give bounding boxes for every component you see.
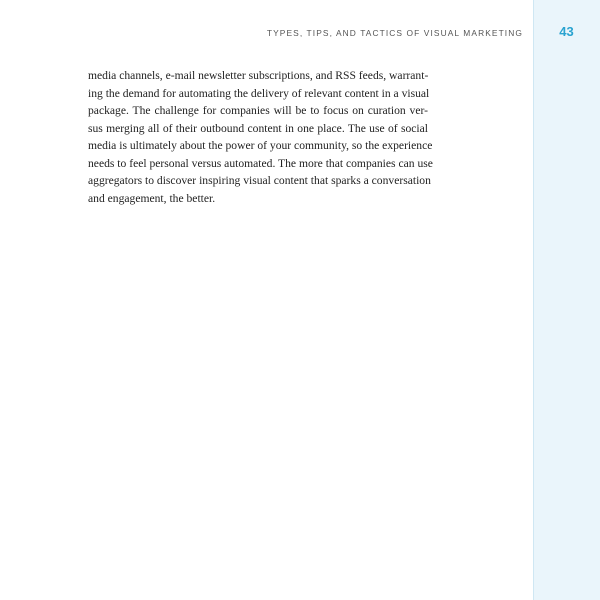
side-color-band	[533, 0, 600, 600]
text-line: media channels, e-mail newsletter subscriptions, and RSS feeds, warrant-	[88, 69, 429, 82]
text-line: media is ultimately about the power of your community, so the experience	[88, 139, 433, 152]
body-paragraph	[88, 67, 433, 207]
text-line: needs to feel personal versus automated. The more that companies can use	[88, 156, 433, 170]
running-head: TYPES, TIPS, AND TACTICS OF VISUAL MARKETING	[266, 28, 523, 38]
text-line: package. The challenge for companies will be to focus on curation ver-	[88, 104, 428, 117]
text-line: ing the demand for automating the delivery of relevant content in a visual	[88, 86, 430, 100]
page-number: 43	[559, 24, 574, 39]
text-line: aggregators to discover inspiring visual content that sparks a conversation	[88, 174, 431, 187]
text-line: sus merging all of their outbound content in one place. The use of social	[88, 121, 428, 135]
text-line: and engagement, the better.	[88, 191, 216, 205]
